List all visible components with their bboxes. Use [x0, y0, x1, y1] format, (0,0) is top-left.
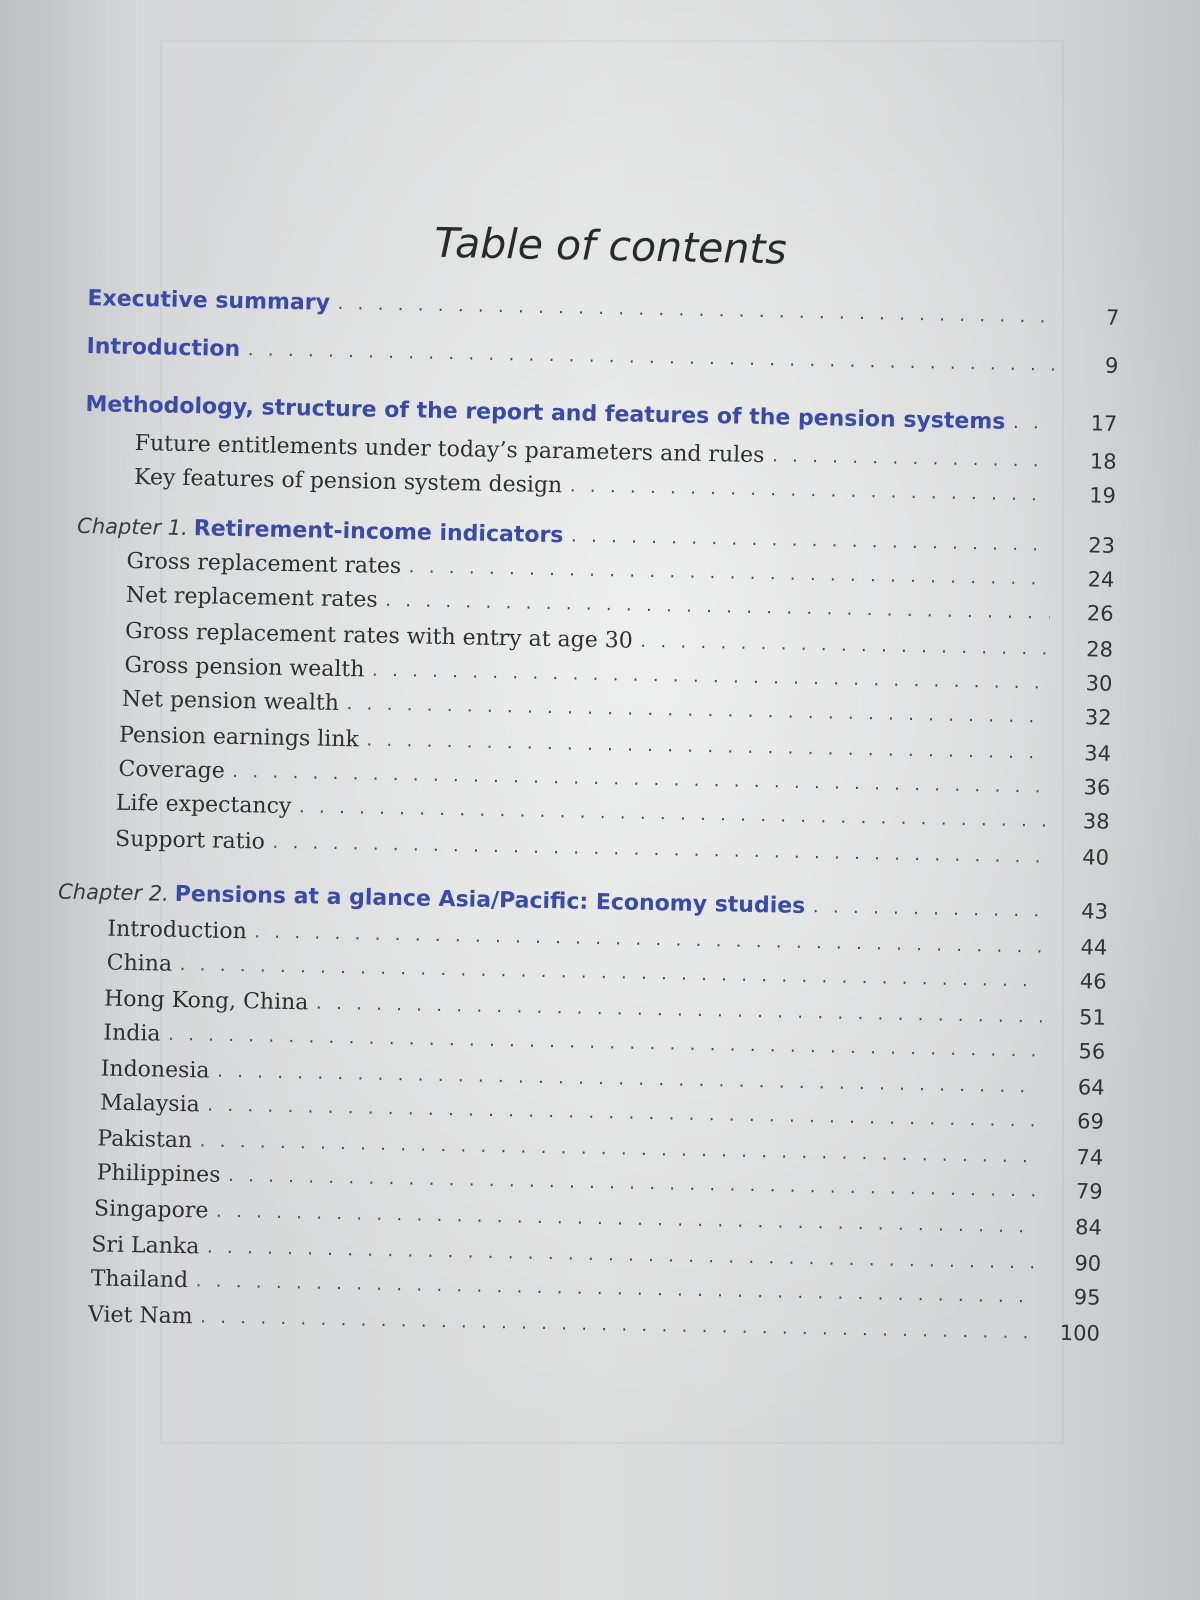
entry-label: Coverage [118, 756, 225, 784]
dot-leader [314, 994, 1042, 1027]
dot-leader [569, 526, 1051, 554]
entry-label: Gross replacement rates with entry at age 30 [124, 618, 633, 654]
page-number: 43 [1080, 899, 1109, 924]
dot-leader [383, 591, 1049, 623]
dot-leader [811, 897, 1044, 921]
page-number: 24 [1087, 567, 1115, 592]
entry-label: Sri Lanka [91, 1232, 200, 1260]
entry-label: China [106, 950, 173, 977]
dot-leader [407, 557, 1051, 589]
entry-label: Malaysia [99, 1090, 200, 1118]
page-number: 56 [1078, 1039, 1106, 1064]
entry-label: Methodology, structure of the report and features of the pension systems [85, 392, 1006, 435]
dot-leader [345, 694, 1048, 727]
page-number: 30 [1085, 671, 1113, 696]
entry-label: Life expectancy [115, 790, 292, 820]
entry-label: Future entitlements under today’s parameters and rules [134, 431, 765, 469]
dot-leader [770, 446, 1052, 471]
entry-label: Introduction [107, 916, 247, 945]
entry-label: Thailand [90, 1266, 189, 1294]
entry-label: Executive summary [87, 286, 331, 316]
page-number: 100 [1059, 1320, 1101, 1346]
dot-leader [215, 1062, 1040, 1097]
page-title: Table of contents [433, 218, 788, 274]
chapter-prefix: Chapter 2. [57, 879, 170, 906]
entry-label: Key features of pension system design [133, 464, 563, 499]
entry-label: Retirement-income indicators [193, 516, 564, 549]
entry-label: Support ratio [114, 826, 266, 855]
entry-label: Pensions at a glance Asia/Pacific: Economy studies [174, 881, 806, 919]
page-number: 90 [1074, 1251, 1102, 1276]
dot-leader [253, 922, 1044, 956]
dot-leader [271, 833, 1045, 867]
page-number: 74 [1076, 1145, 1104, 1170]
entry-label: Gross replacement rates [126, 548, 402, 580]
dot-leader [198, 1307, 1036, 1342]
page-number: 32 [1084, 705, 1112, 730]
page-number: 69 [1076, 1109, 1105, 1134]
page-number: 18 [1089, 449, 1117, 474]
entry-label: Philippines [96, 1160, 221, 1188]
dot-leader [1011, 413, 1053, 433]
entry-label: Net pension wealth [121, 686, 340, 716]
dot-leader [214, 1202, 1038, 1237]
dot-leader [205, 1238, 1037, 1273]
page-number: 19 [1088, 483, 1117, 508]
chapter-prefix: Chapter 1. [76, 513, 189, 541]
page-number: 95 [1073, 1285, 1101, 1310]
entry-label: Net replacement rates [125, 582, 378, 613]
dot-leader [365, 730, 1048, 762]
dot-leader [370, 661, 1048, 693]
entry-label: Pension earnings link [118, 722, 360, 753]
entry-label: Indonesia [100, 1056, 210, 1084]
page-number: 84 [1074, 1215, 1103, 1240]
page-number: 36 [1083, 775, 1111, 800]
entry-label: Viet Nam [87, 1302, 193, 1330]
page-number: 51 [1078, 1005, 1107, 1030]
page-number: 38 [1082, 809, 1110, 834]
dot-leader [198, 1131, 1039, 1166]
page-number: 26 [1086, 601, 1114, 626]
page-number: 64 [1077, 1075, 1105, 1100]
entry-label: Singapore [93, 1196, 209, 1224]
page-number: 7 [1105, 305, 1120, 330]
entry-label: Introduction [86, 334, 241, 363]
dot-leader [246, 340, 1055, 375]
page-number: 17 [1090, 411, 1118, 436]
page-number: 34 [1084, 741, 1112, 766]
page-number: 9 [1104, 353, 1119, 378]
entry-label: Gross pension wealth [124, 652, 365, 683]
dot-leader [336, 294, 1056, 327]
toc-section-entry[interactable] [86, 334, 1118, 384]
dot-leader [639, 632, 1050, 659]
entry-label: India [103, 1020, 161, 1047]
dot-leader [568, 476, 1052, 504]
entry-label: Hong Kong, China [103, 986, 309, 1016]
entry-label: Pakistan [97, 1126, 193, 1154]
toc-section-entry[interactable] [87, 286, 1119, 336]
page-number: 28 [1086, 637, 1114, 662]
page-number: 23 [1088, 533, 1116, 558]
page-number: 44 [1080, 935, 1108, 960]
page-number: 79 [1075, 1179, 1103, 1204]
page-number: 46 [1079, 969, 1107, 994]
page-number: 40 [1082, 845, 1110, 870]
